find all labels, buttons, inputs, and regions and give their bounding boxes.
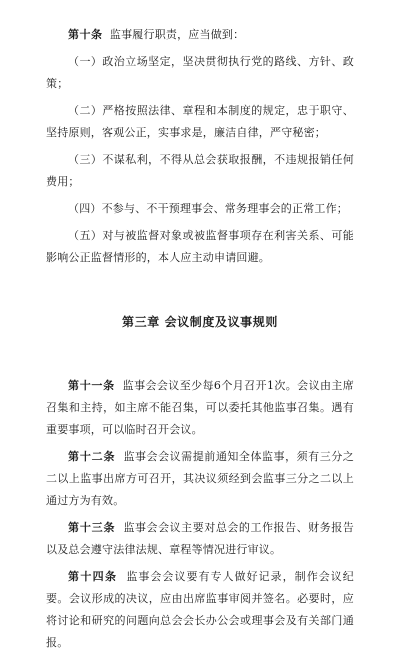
article-10-label: 第十条 (68, 28, 103, 41)
article-10-text: 监事履行职责，应当做到： (109, 28, 245, 41)
article-10-item-3: （三）不谋私利，不得从总会获取报酬，不违规报销任何费用； (46, 153, 354, 188)
article-14 (46, 566, 354, 654)
article-10-item-4: （四）不参与、不干预理事会、常务理事会的正常工作； (68, 202, 348, 215)
article-13-text: 监事会会议主要对总会的工作报告、财务报告以及总会遵守法律法规、章程等情况进行审议。 (46, 521, 354, 556)
article-10-item-5: （五）对与被监督对象或被监督事项存在利害关系、可能影响公正监督情形的，本人应主动申请回避。 (46, 229, 354, 264)
article-11 (46, 375, 354, 441)
article-14-label: 第十四条 (68, 570, 118, 583)
article-13 (46, 517, 354, 561)
article-13-label: 第十三条 (68, 521, 116, 534)
article-11-text: 监事会会议至少每6个月召开1次。会议由主席召集和主持，如主席不能召集，可以委托其他监事召集。遇有重要事项，可以临时召开会议。 (46, 379, 354, 436)
article-12 (46, 446, 354, 512)
article-14-text: 监事会会议要有专人做好记录，制作会议纪要。会议形成的决议，应由出席监事审阅并签名。必要时，应将讨论和研究的问题向总会会长办公会或理事会及有关部门通报。 (46, 570, 354, 649)
chapter-title: 第三章 会议制度及议事规则 (122, 315, 278, 329)
article-12-text: 监事会会议需提前通知全体监事，须有三分之二以上监事出席方可召开，其决议须经到会监事三分之二以上通过方为有效。 (46, 450, 354, 507)
article-10 (46, 24, 354, 46)
article-11-label: 第十一条 (68, 379, 115, 392)
article-10-item-2: （二）严格按照法律、章程和本制度的规定，忠于职守、坚持原则，客观公正，实事求是，廉洁自律，严守秘密； (46, 104, 354, 139)
article-12-label: 第十二条 (68, 450, 116, 463)
article-10-item-1: （一）政治立场坚定，坚决贯彻执行党的路线、方针、政策； (46, 55, 354, 90)
